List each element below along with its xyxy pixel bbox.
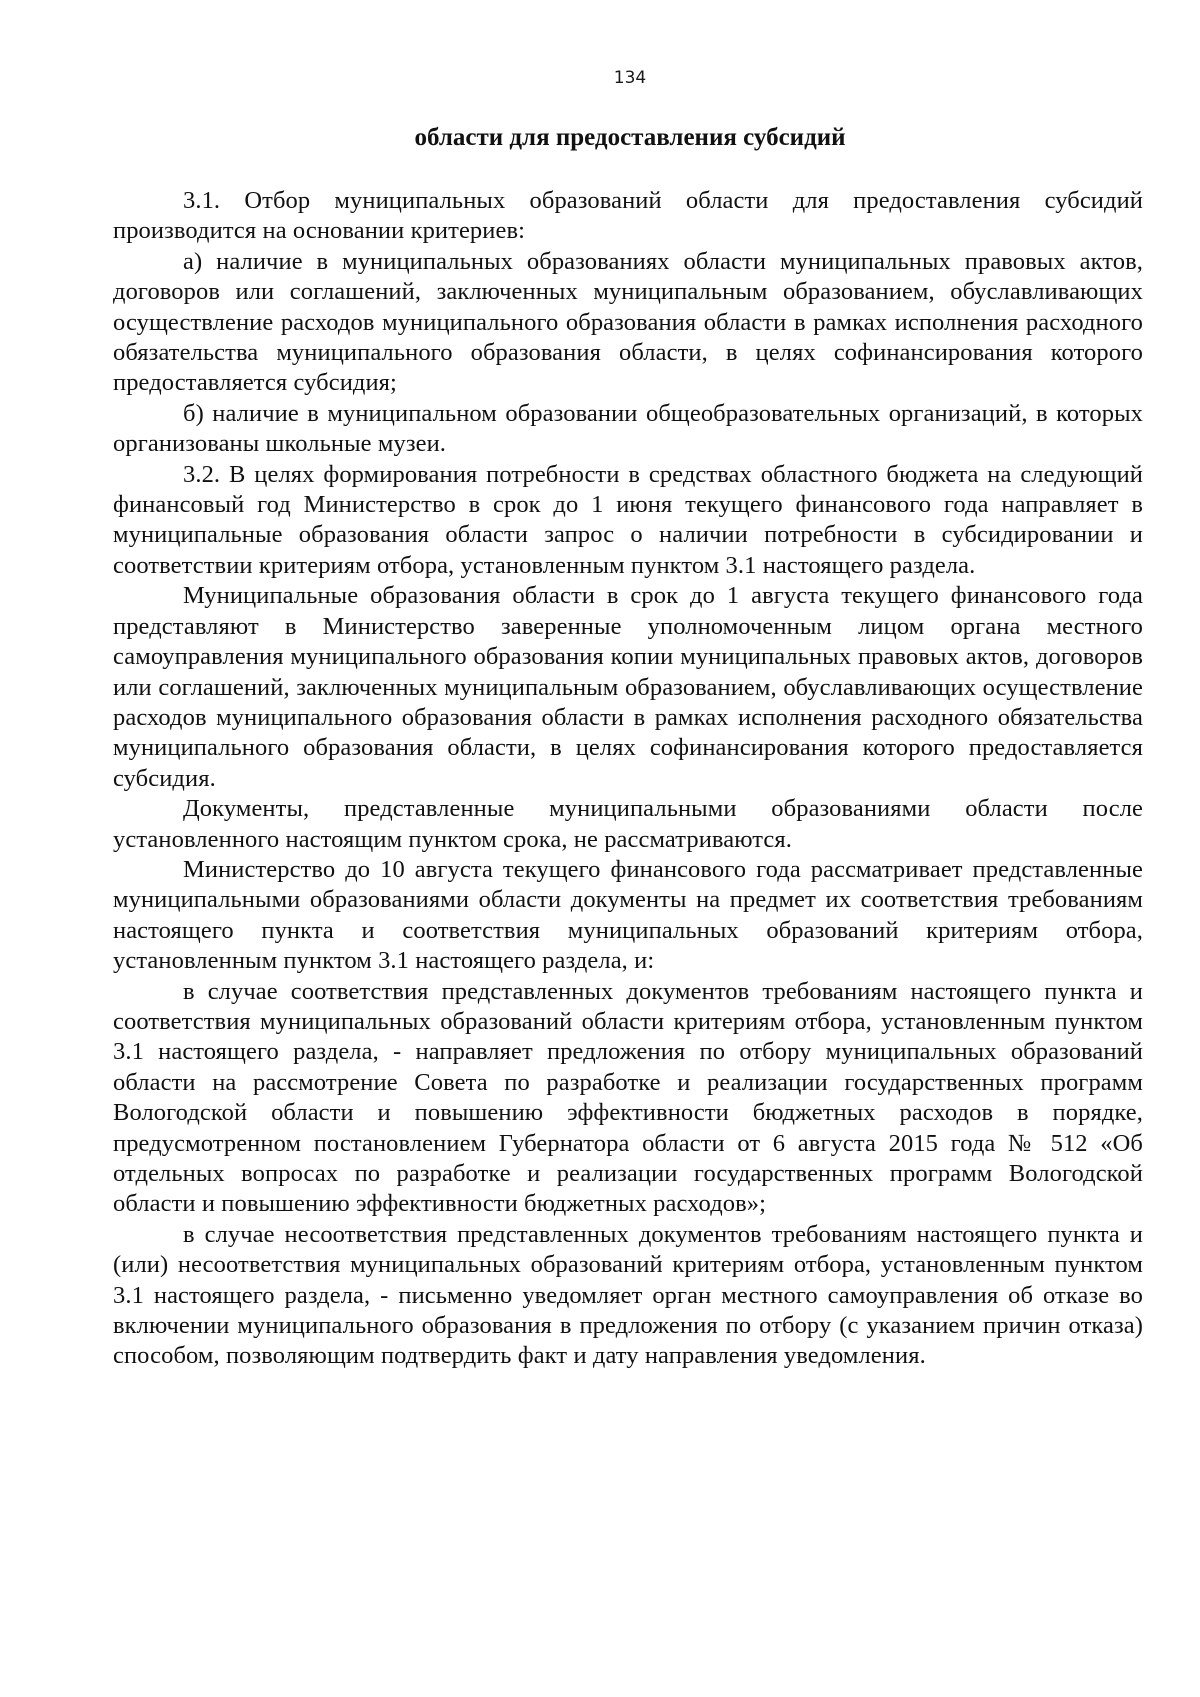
paragraph-ministry-review: Министерство до 10 августа текущего финансового года рассматривает представленные муниципальными образованиями области документы на предмет их соответствия требованиям настоящего пункта и соответствия муниципальных образований критериям отбора, установленным пунктом 3.1 настоящего раздела, и:	[113, 855, 1143, 975]
paragraph-municipal-submission: Муниципальные образования области в срок до 1 августа текущего финансового года представляют в Министерство заверенные уполномоченным лицом органа местного самоуправления муниципального образования копии муниципальных правовых актов, договоров или соглашений, заключенных муниципальным образованием, обуславливающих осуществление расходов муниципального образования области в рамках исполнения расходного обязательства муниципального образования области, в целях софинансирования которого предоставляется субсидия.	[113, 582, 1143, 792]
paragraph-late-documents: Документы, представленные муниципальными образованиями области после установленного настоящим пунктом срока, не рассматриваются.	[113, 795, 1143, 853]
paragraph-3-2: 3.2. В целях формирования потребности в средствах областного бюджета на следующий финансовый год Министерство в срок до 1 июня текущего финансового года направляет в муниципальные образования области запрос о наличии потребности в субсидировании и соответствии критериям отбора, установленным пунктом 3.1 настоящего раздела.	[113, 460, 1143, 579]
document-body	[113, 186, 1143, 1372]
paragraph-compliance-case: в случае соответствия представленных документов требованиям настоящего пункта и соответствия муниципальных образований области критериям отбора, установленным пунктом 3.1 настоящего раздела, - направляет предложения по отбору муниципальных образований области на рассмотрение Совета по разработке и реализации государственных программ Вологодской области и повышению эффективности бюджетных расходов в порядке, предусмотренном постановлением Губернатора области от 6 августа 2015 года № 512 «Об отдельных вопросах по разработке и реализации государственных программ Вологодской области и повышению эффективности бюджетных расходов»;	[113, 977, 1143, 1218]
paragraph-noncompliance-case: в случае несоответствия представленных документов требованиям настоящего пункта и (или) несоответствия муниципальных образований критериям отбора, установленным пунктом 3.1 настоящего раздела, - письменно уведомляет орган местного самоуправления об отказе во включении муниципального образования в предложения по отбору (с указанием причин отказа) способом, позволяющим подтвердить факт и дату направления уведомления.	[113, 1220, 1143, 1370]
page-number: 134	[613, 68, 647, 88]
paragraph-3-1: 3.1. Отбор муниципальных образований области для предоставления субсидий производится на основании критериев:	[113, 187, 1143, 245]
paragraph-criterion-a: а) наличие в муниципальных образованиях области муниципальных правовых актов, договоров или соглашений, заключенных муниципальным образованием, обуславливающих осуществление расходов муниципального образования области в рамках исполнения расходного обязательства муниципального образования области, в целях софинансирования которого предоставляется субсидия;	[113, 247, 1143, 397]
paragraph-criterion-b: б) наличие в муниципальном образовании общеобразовательных организаций, в которых организованы школьные музеи.	[113, 399, 1143, 458]
section-heading: области для предоставления субсидий	[414, 124, 846, 151]
